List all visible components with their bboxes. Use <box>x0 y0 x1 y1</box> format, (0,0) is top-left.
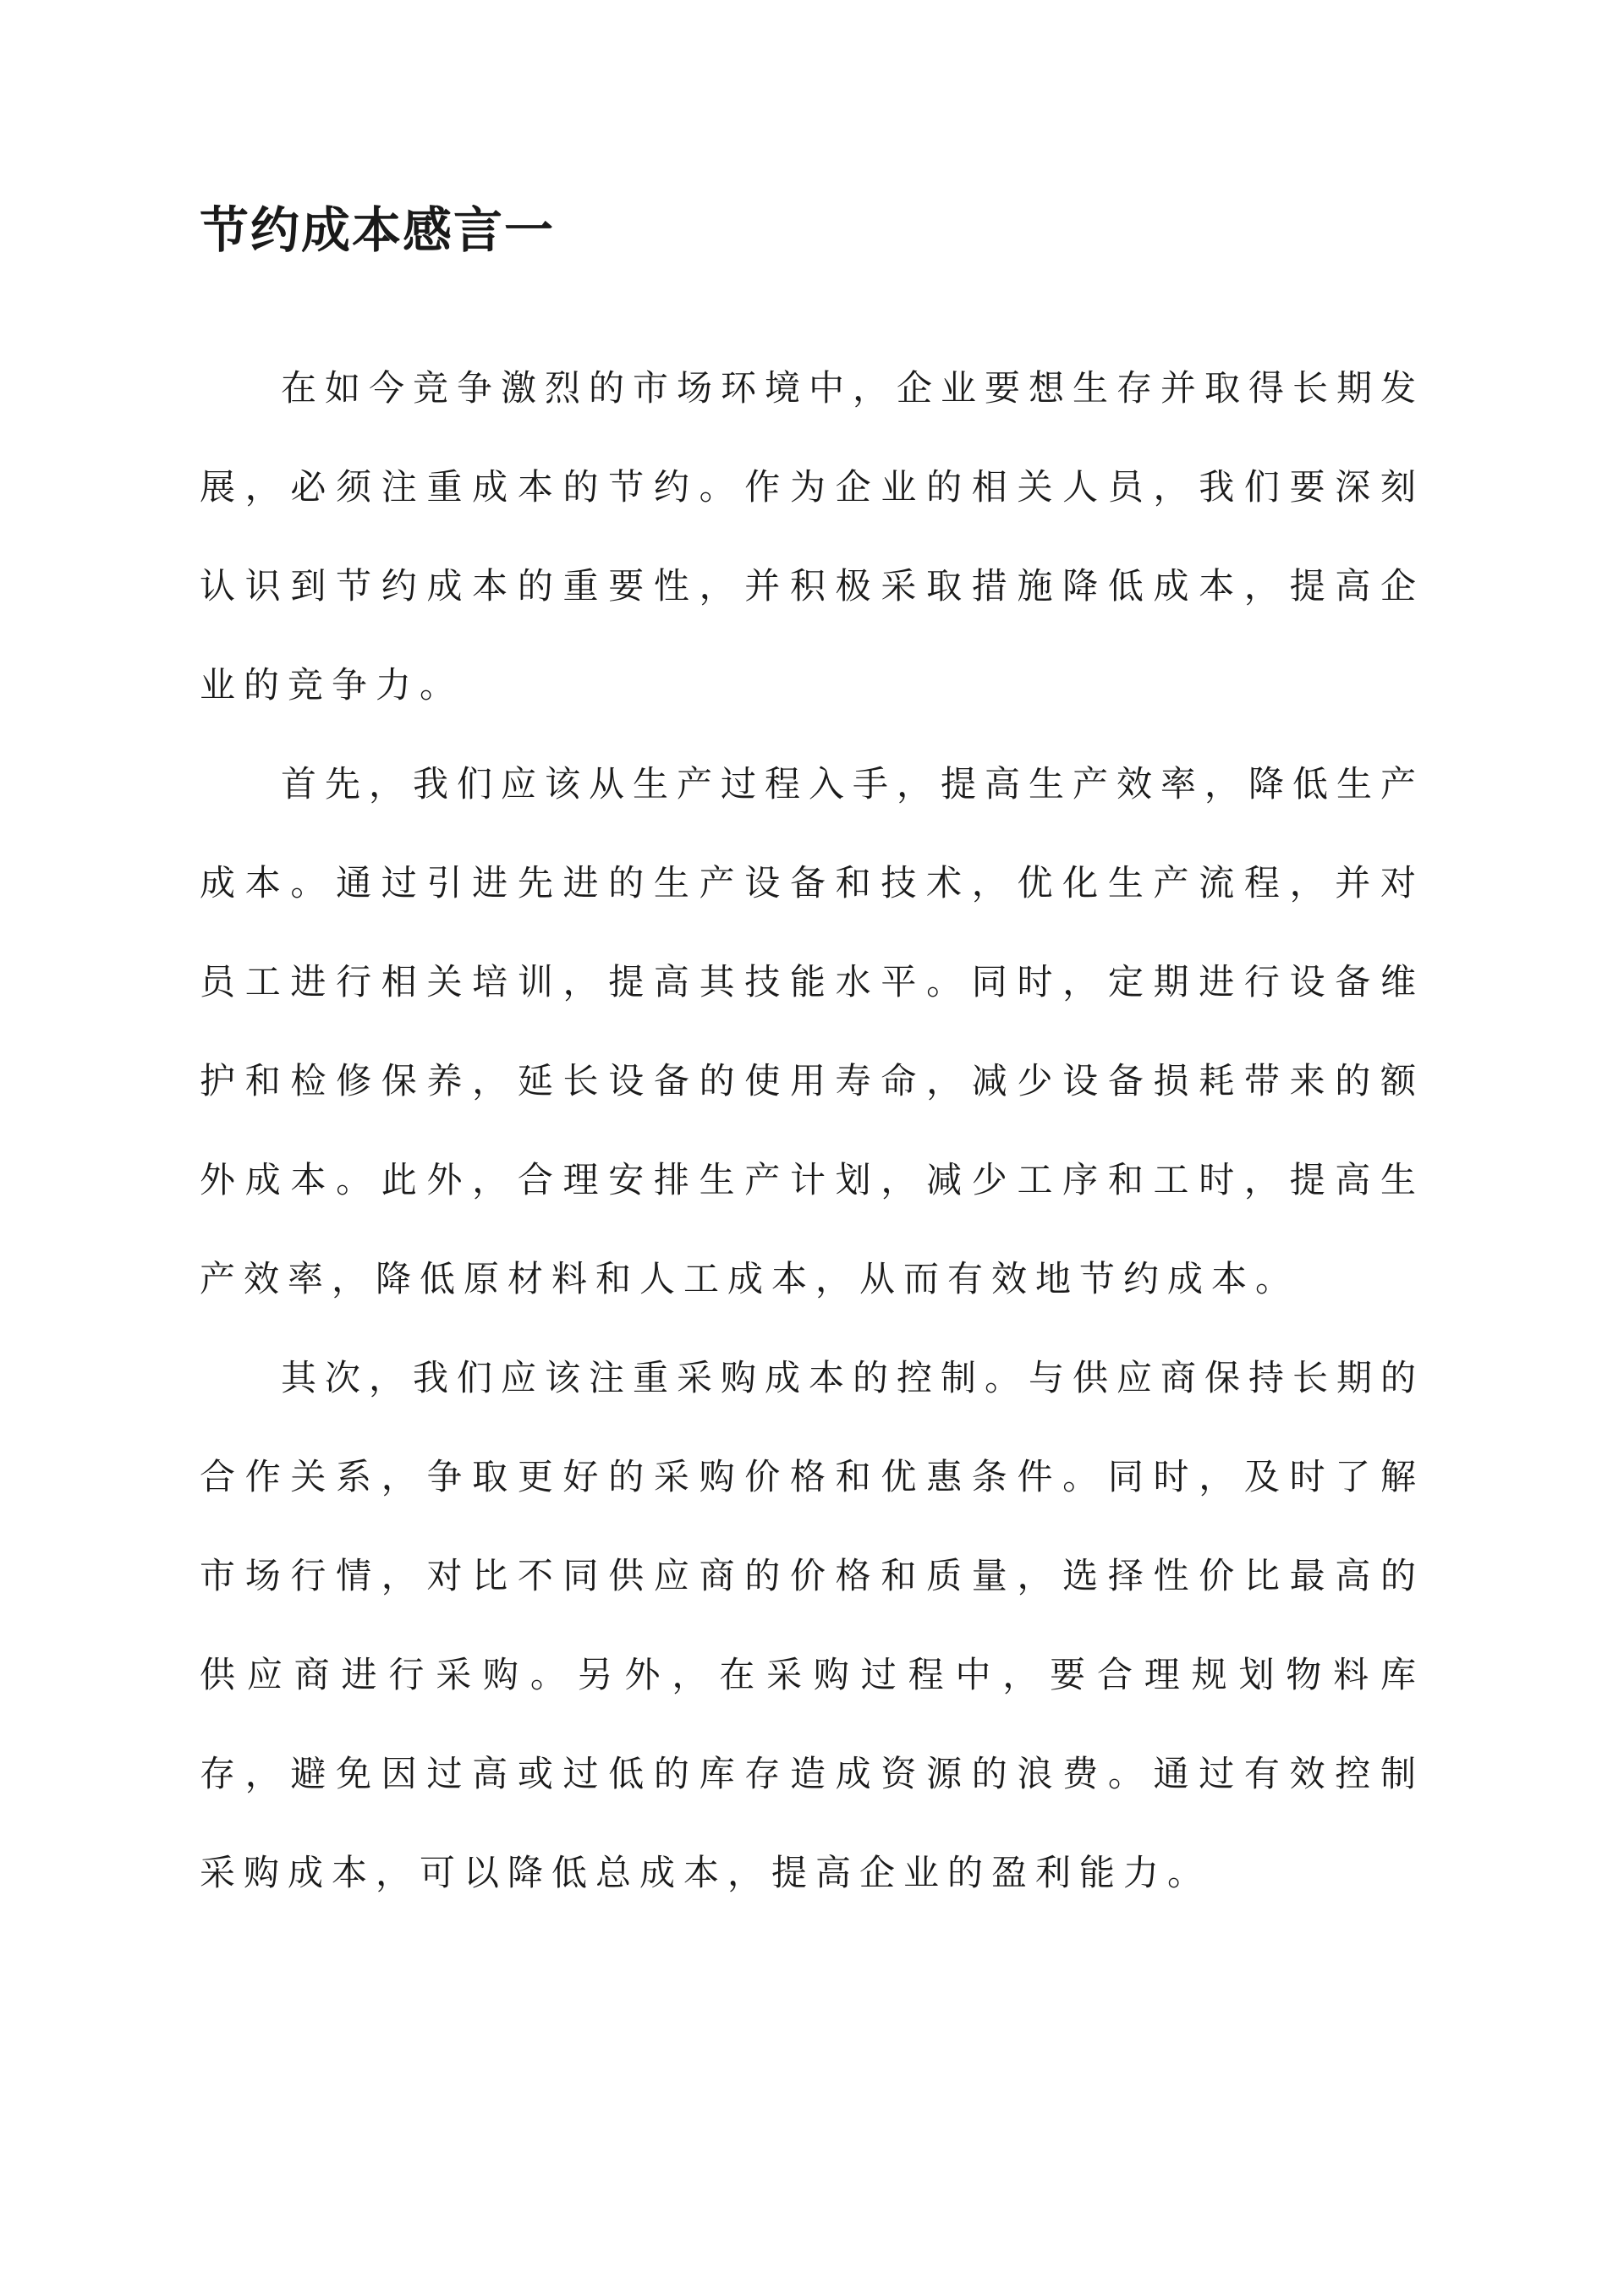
paragraph-production: 首先，我们应该从生产过程入手，提高生产效率，降低生产成本。通过引进先进的生产设备和技术，优化生产流程，并对员工进行相关培训，提高其技能水平。同时，定期进行设备维护和检修保养，延长设备的使用寿命，减少设备损耗带来的额外成本。此外，合理安排生产计划，减少工序和工时，提高生产效率，降低原材料和人工成本，从而有效地节约成本。 <box>200 763 1425 1299</box>
paragraph-intro: 在如今竞争激烈的市场环境中，企业要想生存并取得长期发展，必须注重成本的节约。作为企业的相关人员，我们要深刻认识到节约成本的重要性，并积极采取措施降低成本，提高企业的竞争力。 <box>200 367 1425 706</box>
document-body <box>200 338 1424 1922</box>
document-title: 节约成本感言一 <box>200 201 556 259</box>
paragraph-procurement: 其次，我们应该注重采购成本的控制。与供应商保持长期的合作关系，争取更好的采购价格和优惠条件。同时，及时了解市场行情，对比不同供应商的价格和质量，选择性价比最高的供应商进行采购。另外，在采购过程中，要合理规划物料库存，避免因过高或过低的库存造成资源的浪费。通过有效控制采购成本，可以降低总成本，提高企业的盈利能力。 <box>200 1357 1425 1893</box>
